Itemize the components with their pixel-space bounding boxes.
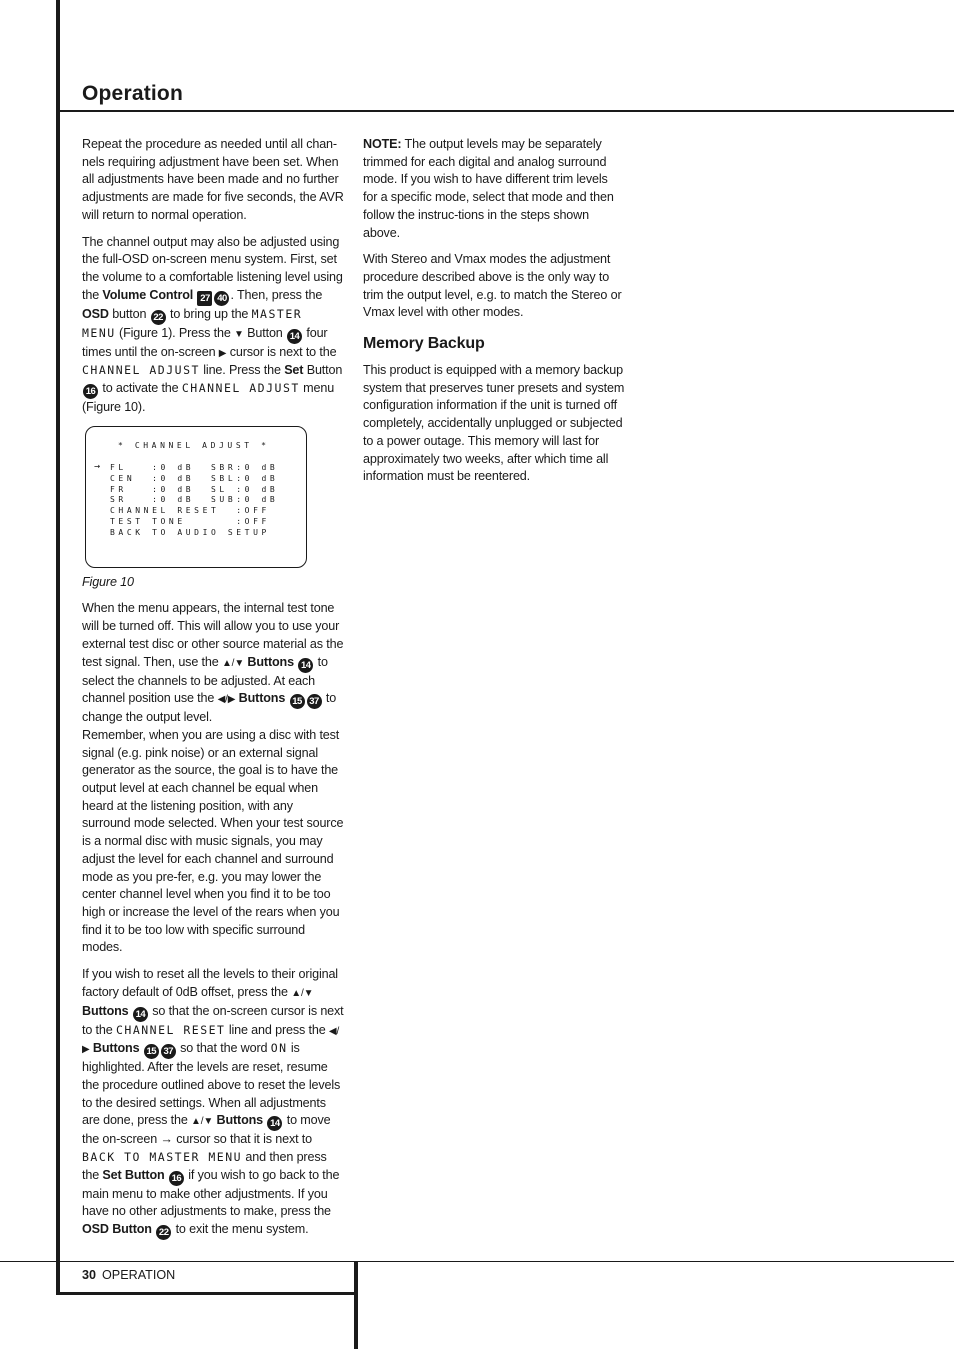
osd-text: BACK TO MASTER MENU — [82, 1150, 243, 1165]
page-title: Operation — [82, 82, 183, 105]
paragraph-test-tone: When the menu appears, the internal test tone will be turned off. This will allow you to use your external test disc or other source material as the test signal. Then, use the ▲/▼ Buttons 14 to select the channels to be adjusted. At each channel position use the ◀/▶ Buttons 15 37 to change the output level. Remember, when you are using a disc with test signal (e.g. pink noise) or an external signal generator as the source, the goal is to have the output level at each channel be equal when heard at the listening position, with any surround mode selected. When your test source is a normal disc with music signals, you may adjust the level for each channel and surround mode as you pre-fer, e.g. you may lower the center channel level when you find it to be too high or increase the level of the rears when you find it to be too low with specific surround modes. — [82, 601, 344, 955]
ref-badge: 15 — [144, 1044, 159, 1059]
right-arrow-icon: ▶ — [218, 347, 227, 359]
ref-badge: 14 — [133, 1007, 148, 1022]
footer-divider-bar — [354, 1261, 358, 1349]
paragraph-repeat: Repeat the procedure as needed until all chan-nels requiring adjustment have been set. When all adjustments have been made and no further adjustments are made for five seconds, the AVR will return to normal operation. — [82, 137, 344, 222]
paragraph-osd-adjust: The channel output may also be adjusted using the full-OSD on-screen menu system. First, set the volume to a comfortable listening level using the Volume Control 27 40 . Then, press the OSD button 22 to bring up the MASTER MENU (Figure 1). Press the ▼ Button 14 four times until the on-screen ▶ cursor is next to the CHANNEL ADJUST line. Press the Set Button 16 to activate the CHANNEL ADJUST menu (Figure 10). — [82, 234, 343, 415]
menu-cursor-arrow-icon: → — [94, 460, 101, 472]
footer-box-rule — [56, 1292, 358, 1295]
ref-badge: 16 — [83, 384, 98, 399]
ref-badge: 14 — [298, 658, 313, 673]
osd-text: MASTER MENU — [82, 306, 303, 340]
channel-adjust-menu-figure — [85, 426, 307, 568]
osd-text: CHANNEL ADJUST — [82, 363, 200, 378]
ref-badge: 22 — [156, 1225, 171, 1240]
down-arrow-icon: ▼ — [234, 328, 244, 340]
up-down-arrow-icon: ▲/▼ — [221, 657, 245, 669]
page-number: 30 — [82, 1268, 97, 1282]
menu-title: * CHANNEL ADJUST * — [118, 440, 270, 450]
osd-text: ON — [270, 1041, 288, 1056]
paragraph-memory-backup: This product is equipped with a memory backup system that preserves tuner presets and system configuration information if the unit is turned off completely, accidentally unplugged or subjected to a power outage. This memory will last for approximately two weeks, after which time all information must be reentered. — [363, 363, 625, 484]
footer-rule — [0, 1261, 954, 1262]
osd-text: CHANNEL RESET — [115, 1022, 226, 1037]
up-down-arrow-icon: ▲/▼ — [291, 987, 314, 999]
memory-backup-heading: Memory Backup — [363, 335, 485, 353]
ref-badge: 40 — [214, 291, 229, 306]
note-paragraph: NOTE: The output levels may be separately trimmed for each digital and analog surround mode. If you wish to have different trim levels for a specific mode, select that mode and then follow the instruc-tions in the steps shown above. — [363, 137, 614, 240]
note-label: NOTE: — [363, 137, 402, 151]
ref-badge: 14 — [267, 1116, 282, 1131]
paragraph-stereo-vmax: With Stereo and Vmax modes the adjustment procedure described above is the only way to trim the output level, e.g. to match the Stereo or Vmax level with other modes. — [363, 252, 622, 320]
arrow-icon: → — [160, 1132, 173, 1147]
middle-column — [363, 136, 625, 495]
page-footer — [82, 1268, 175, 1282]
left-column — [82, 136, 344, 1249]
menu-lines: FL :0 dB SBR:0 dB CEN :0 dB SBL:0 dB FR :0 dB SL :0 dB SR :0 dB SUB:0 dB CHANNEL RESET :OFF TEST TONE :OFF BACK TO AUDIO SETUP — [110, 462, 279, 538]
ref-badge: 22 — [151, 310, 166, 325]
up-down-arrow-icon: ▲/▼ — [191, 1116, 214, 1128]
ref-badge: 16 — [169, 1171, 184, 1186]
left-margin-bar — [56, 0, 60, 1295]
ref-badge: 37 — [161, 1044, 176, 1059]
ref-badge: 37 — [307, 694, 322, 709]
left-right-arrow-icon: ◀/▶ — [217, 694, 236, 706]
volume-control-label: Volume Control — [102, 287, 194, 302]
ref-badge: 14 — [287, 329, 302, 344]
ref-badge: 27 — [197, 291, 212, 306]
figure-caption: Figure 10 — [82, 574, 134, 589]
ref-badge: 15 — [290, 694, 305, 709]
paragraph-reset: If you wish to reset all the levels to their original factory default of 0dB offset, press the ▲/▼ Buttons 14 so that the on-screen cursor is next to the CHANNEL RESET line and press the ◀/▶ Buttons 15 37 so that the word ON is highlighted. After the levels are reset, resume the procedure outlined above to reset the levels to the desired settings. When all adjustments are done, press the ▲/▼ Buttons 14 to move the on-screen → cursor so that it is next to BACK TO MASTER MENU and then press the Set Button 16 if you wish to go back to the main menu to make other adjustments. If you have no other adjustments to make, press the OSD Button 22 to exit the menu system. — [82, 967, 344, 1239]
osd-text: CHANNEL ADJUST — [181, 381, 300, 396]
header-rule — [56, 110, 954, 112]
left-right-arrow-icon: ◀/▶ — [82, 1025, 340, 1056]
footer-section: OPERATION — [102, 1268, 176, 1282]
